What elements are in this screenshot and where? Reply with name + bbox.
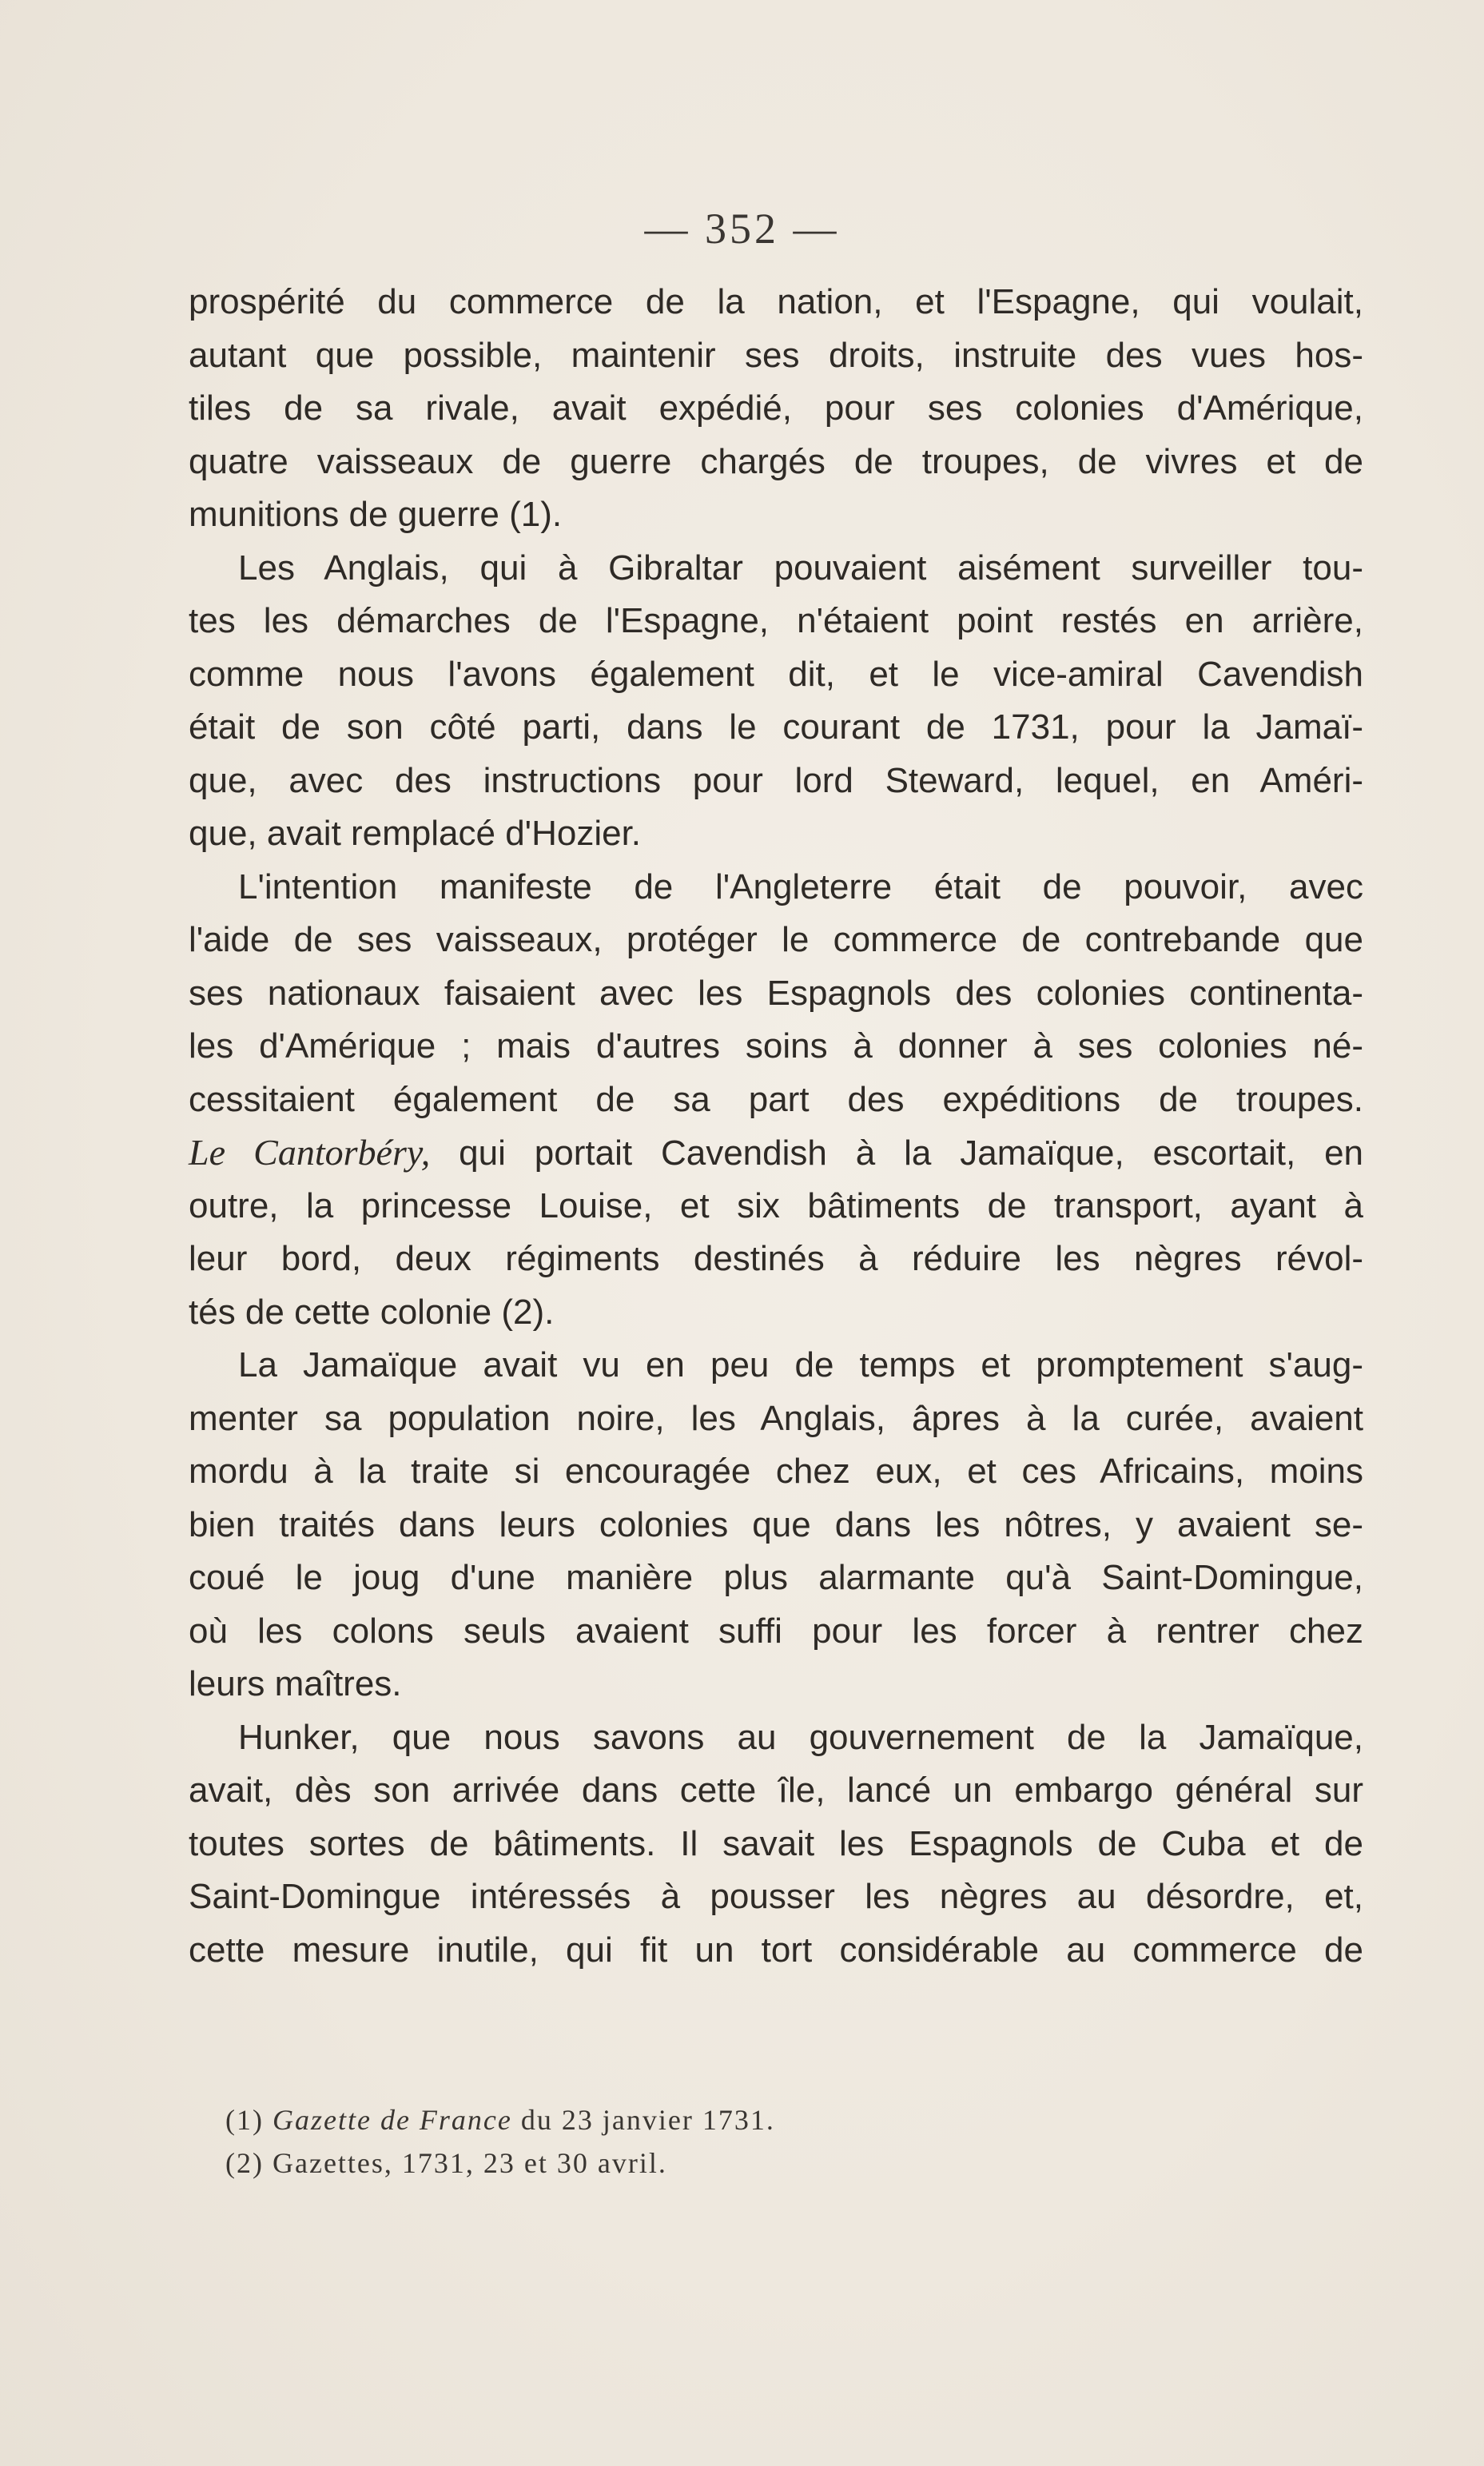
text-line: outre, la princesse Louise, et six bâtiments de transport, ayant à (189, 1185, 1363, 1225)
text-line: les d'Amérique ; mais d'autres soins à donner à ses colonies né- (189, 1026, 1363, 1066)
text-line: Les Anglais, qui à Gibraltar pouvaient aisément surveiller tou- (238, 548, 1363, 588)
footnote-text: Gazettes, 1731, 23 et 30 avril. (272, 2147, 667, 2179)
text-line: menter sa population noire, les Anglais, âpres à la curée, avaient (189, 1398, 1363, 1438)
text-line: cessitaient également de sa part des expéditions de troupes. (189, 1079, 1363, 1119)
text-line: Hunker, que nous savons au gouvernement de la Jamaïque, (238, 1717, 1363, 1757)
text-line: cette mesure inutile, qui fit un tort considérable au commerce de (189, 1930, 1363, 1970)
text-line-rest: qui portait Cavendish à la Jamaïque, escortait, en (459, 1133, 1364, 1173)
text-line: avait, dès son arrivée dans cette île, lancé un embargo général sur (189, 1771, 1363, 1810)
text-line: mordu à la traite si encouragée chez eux, et ces Africains, moins (189, 1452, 1363, 1491)
text-line: munitions de guerre (1). (189, 495, 563, 534)
footnote-marker: (1) (225, 2104, 264, 2136)
text-line: où les colons seuls avaient suffi pour les forcer à rentrer chez (189, 1611, 1363, 1651)
text-line: tés de cette colonie (2). (189, 1292, 555, 1332)
page-number: — 352 — (644, 205, 840, 253)
footnote-1 (225, 2098, 1264, 2141)
footnote-source-title: Gazette de France (272, 2104, 512, 2136)
text-line: était de son côté parti, dans le courant de 1731, pour la Jamaï- (189, 707, 1363, 747)
text-line: leur bord, deux régiments destinés à réduire les nègres révol- (189, 1239, 1363, 1278)
footnote-text: du 23 janvier 1731. (520, 2104, 775, 2136)
text-line: toutes sortes de bâtiments. Il savait les Espagnols de Cuba et de (189, 1823, 1363, 1863)
footnote-2 (225, 2141, 1264, 2185)
text-line: tes les démarches de l'Espagne, n'étaient point restés en arrière, (189, 601, 1363, 640)
text-line: tiles de sa rivale, avait expédié, pour ses colonies d'Amérique, (189, 388, 1363, 428)
text-line: prospérité du commerce de la nation, et l'Espagne, qui voulait, (189, 282, 1363, 321)
text-line: quatre vaisseaux de guerre chargés de troupes, de vivres et de (189, 441, 1363, 481)
text-line: coué le joug d'une manière plus alarmante qu'à Saint-Domingue, (189, 1558, 1363, 1597)
text-line: que, avec des instructions pour lord Steward, lequel, en Améri- (189, 760, 1363, 800)
text-line: La Jamaïque avait vu en peu de temps et promptement s'aug- (238, 1345, 1363, 1384)
footnote-marker: (2) (225, 2147, 264, 2179)
ship-name: Le Cantorbéry, (189, 1132, 431, 1173)
text-line: comme nous l'avons également dit, et le vice-amiral Cavendish (189, 654, 1363, 694)
text-line: Saint-Domingue intéressés à pousser les nègres au désordre, et, (189, 1877, 1363, 1916)
body-text (189, 276, 1363, 1977)
text-line: autant que possible, maintenir ses droits, instruite des vues hos- (189, 335, 1363, 375)
text-line: L'intention manifeste de l'Angleterre était de pouvoir, avec (238, 866, 1363, 906)
text-line: que, avait remplacé d'Hozier. (189, 814, 642, 853)
text-line-with-ship (189, 1126, 1363, 1180)
text-line: bien traités dans leurs colonies que dans les nôtres, y avaient se- (189, 1504, 1363, 1544)
text-line: l'aide de ses vaisseaux, protéger le commerce de contrebande que (189, 920, 1363, 959)
text-line: leurs maîtres. (189, 1664, 402, 1703)
footnotes (225, 2098, 1264, 2185)
text-line: ses nationaux faisaient avec les Espagnols des colonies continenta- (189, 973, 1363, 1013)
